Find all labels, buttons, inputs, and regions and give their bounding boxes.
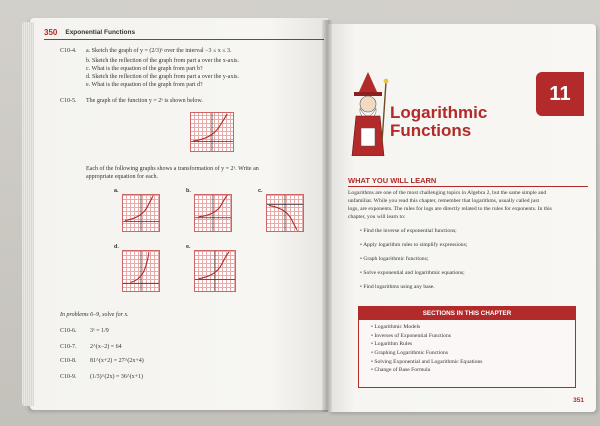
- chapter-title-line: Logarithmic: [390, 103, 488, 122]
- section-heading: WHAT YOU WILL LEARN: [348, 176, 588, 187]
- chapter-number-tab: 11: [536, 72, 584, 116]
- right-page-number: 351: [573, 397, 584, 404]
- section-item-text: Inverses of Exponential Functions: [374, 332, 451, 339]
- left-page: [30, 18, 328, 410]
- problem-id: C10-5.: [60, 98, 77, 104]
- graph-a: [122, 194, 160, 232]
- transform-prompt: appropriate equation for each.: [86, 174, 158, 180]
- problem-line: c. What is the equation of the graph from part b?: [86, 66, 203, 72]
- left-page-header: [44, 26, 324, 40]
- learn-item-text: Graph logarithmic functions;: [363, 256, 429, 262]
- section-item: • Inverses of Exponential Functions: [371, 332, 451, 339]
- graph-d: [122, 250, 160, 292]
- solve-eq: 2^(x−2) = 64: [90, 344, 122, 350]
- problem-id: C10-4.: [60, 48, 77, 54]
- problem-line: The graph of the function y = 2ˣ is shown below.: [86, 98, 203, 104]
- page-stack-edge: [22, 22, 34, 406]
- graph-label: b.: [186, 188, 191, 194]
- chapter-title: [390, 104, 487, 140]
- solve-eq: 3ˣ = 1/9: [90, 328, 109, 334]
- wizard-illustration-icon: [346, 72, 390, 156]
- sections-box: [358, 306, 576, 388]
- graph-2-to-x: [190, 112, 234, 152]
- intro-line: chapter, you will learn to:: [348, 214, 406, 220]
- section-item-text: Logarithmic Models: [374, 324, 421, 330]
- intro-line: Logarithms are one of the most challenging topics in Algebra 2, but the same simple and: [348, 190, 547, 196]
- sections-heading: SECTIONS IN THIS CHAPTER: [359, 307, 575, 320]
- solve-id: C10-9.: [60, 374, 77, 380]
- learn-item: • Find logarithms using any base.: [360, 284, 435, 290]
- graph-b: [194, 194, 232, 232]
- learn-item-text: Find the inverse of exponential functions;: [363, 228, 457, 234]
- section-item: • Graphing Logarithmic Functions: [371, 349, 448, 356]
- section-item-text: Change of Base Formula: [374, 367, 431, 374]
- solve-prompt: In problems 6–9, solve for x.: [60, 312, 129, 318]
- section-item-text: Logarithm Rules: [374, 341, 413, 348]
- graph-label: a.: [114, 188, 119, 194]
- learn-item-text: Apply logarithm rules to simplify expressions;: [363, 242, 468, 248]
- open-textbook: [22, 12, 597, 414]
- learn-item-text: Find logarithms using any base.: [363, 284, 435, 290]
- section-item: • Change of Base Formula: [371, 367, 431, 374]
- book-gutter: [322, 20, 332, 412]
- section-item: • Logarithmic Models: [371, 324, 421, 330]
- graph-label: e.: [186, 244, 191, 250]
- graph-c: [266, 194, 304, 232]
- left-page-number: 350: [44, 28, 58, 37]
- chapter-title-line: Functions: [390, 120, 472, 140]
- graph-label: c.: [258, 188, 263, 194]
- section-item: • Solving Exponential and Logarithmic Equations: [371, 358, 483, 365]
- problem-line: e. What is the equation of the graph from part d?: [86, 82, 203, 88]
- learn-item: • Solve exponential and logarithmic equations;: [360, 270, 465, 276]
- solve-eq: (1/3)^(2x) = 36^(x+1): [90, 374, 144, 380]
- section-item-text: Solving Exponential and Logarithmic Equations: [374, 358, 483, 365]
- intro-line: logs, are exponents. The rules for logs are directly related to the rules for exponents. In this: [348, 206, 552, 212]
- section-item: • Logarithm Rules: [371, 341, 413, 348]
- intro-line: unfamiliar. While you read this chapter, remember that logarithms, usually called just: [348, 198, 540, 204]
- learn-item: • Find the inverse of exponential functions;: [360, 228, 457, 234]
- learn-item-text: Solve exponential and logarithmic equations;: [363, 270, 465, 276]
- running-head: Exponential Functions: [65, 29, 136, 36]
- section-item-text: Graphing Logarithmic Functions: [374, 349, 448, 356]
- transform-prompt: Each of the following graphs shows a transformation of y = 2ˣ. Write an: [86, 166, 259, 172]
- problem-line: d. Sketch the reflection of the graph from part a over the y-axis.: [86, 74, 239, 80]
- learn-item: • Apply logarithm rules to simplify expressions;: [360, 242, 468, 248]
- solve-id: C10-8.: [60, 358, 77, 364]
- solve-id: C10-7.: [60, 344, 77, 350]
- solve-eq: 81^(x+2) = 27^(2x+4): [90, 358, 144, 364]
- graph-label: d.: [114, 244, 119, 250]
- right-page: [328, 24, 596, 412]
- graph-e: [194, 250, 236, 292]
- problem-line: a. Sketch the graph of y = (2/3)ˣ over the interval −3 ≤ x ≤ 3.: [86, 48, 232, 54]
- problem-line: b. Sketch the reflection of the graph from part a over the x-axis.: [86, 58, 239, 64]
- solve-id: C10-6.: [60, 328, 77, 334]
- learn-item: • Graph logarithmic functions;: [360, 256, 429, 262]
